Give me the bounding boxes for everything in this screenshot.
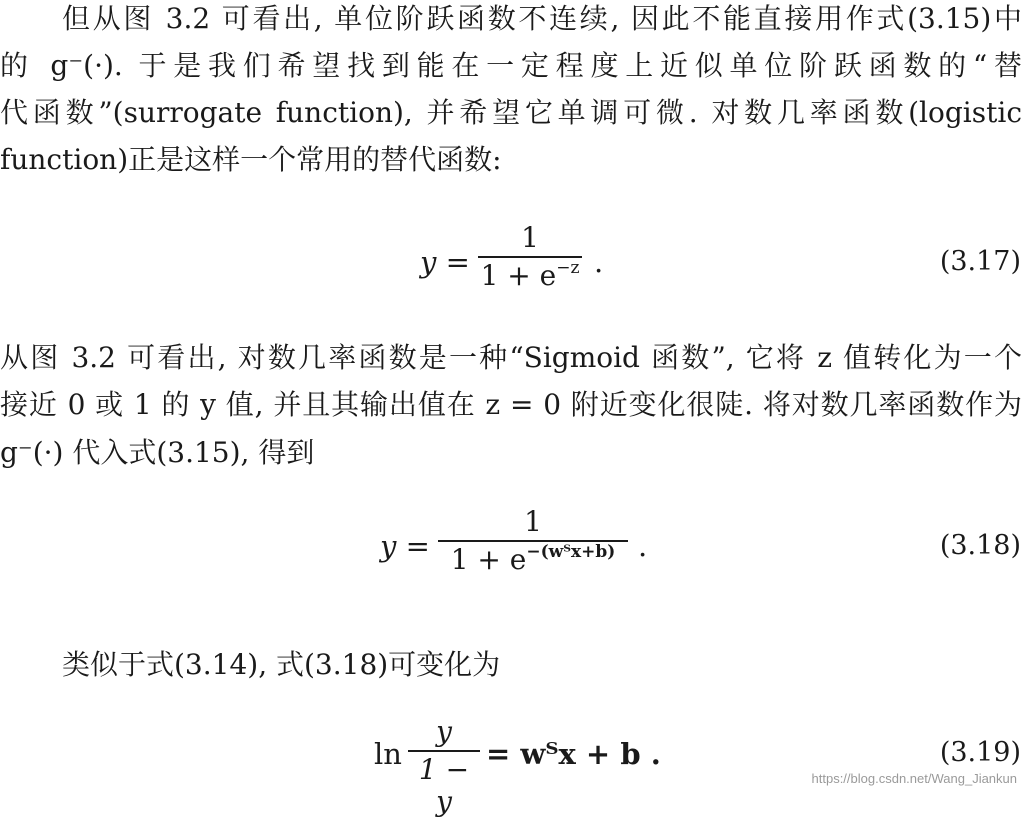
eq318-trail: . [638, 529, 648, 563]
eq318-fraction [438, 506, 628, 576]
eq319-rhs: = wᵀx + b . [486, 737, 661, 771]
eq318-lhs [380, 529, 430, 563]
eq318-exponent: −(wᵀx+b) [526, 542, 616, 562]
eq318-numerator: 1 [524, 505, 542, 538]
paragraph1-line3: 代函数”(surrogate function), 并希望它单调可微. 对数几率函数(logistic [0, 96, 1022, 129]
eq317-lhs-text: y = [420, 245, 470, 279]
paragraph2-line2: 接近 0 或 1 的 y 值, 并且其输出值在 z = 0 附近变化很陡. 将对数几率函数作为 [0, 388, 1022, 421]
eq319-fraction [408, 716, 480, 818]
eq319-fraction-bar [408, 750, 480, 752]
eq319-lhs: ln [374, 737, 402, 771]
eq317-exponent: −z [556, 258, 580, 278]
watermark-url: https://blog.csdn.net/Wang_Jiankun [811, 771, 1017, 786]
paragraph3-line1: 类似于式(3.14), 式(3.18)可变化为 [62, 648, 501, 681]
paragraph1-line2: 的 g⁻(·). 于是我们希望找到能在一定程度上近似单位阶跃函数的“替 [0, 49, 1022, 82]
eq318-lhs-text: y = [380, 529, 430, 563]
eq317-denominator [478, 260, 582, 292]
paragraph1-line4: function)正是这样一个常用的替代函数: [0, 143, 502, 176]
eq317-number: (3.17) [939, 246, 1021, 277]
eq319-denominator: 1 − y [418, 753, 470, 818]
paragraph2-line1: 从图 3.2 可看出, 对数几率函数是一种“Sigmoid 函数”, 它将 z 值转化为一个 [0, 341, 1022, 374]
eq318-number: (3.18) [939, 530, 1021, 561]
eq319-number: (3.19) [939, 737, 1021, 768]
eq317-numerator: 1 [521, 221, 539, 254]
eq317-lhs [420, 245, 470, 279]
paragraph1-line1: 但从图 3.2 可看出, 单位阶跃函数不连续, 因此不能直接用作式(3.15)中 [62, 2, 1022, 35]
eq317-trail: . [594, 245, 604, 279]
eq318-denominator-base: 1 + e [450, 543, 527, 576]
eq318-denominator [438, 544, 628, 576]
eq319-numerator: y [436, 715, 452, 748]
paragraph2-line3: g⁻(·) 代入式(3.15), 得到 [0, 436, 315, 469]
eq317-denominator-base: 1 + e [480, 259, 557, 292]
eq317-fraction [478, 222, 582, 292]
